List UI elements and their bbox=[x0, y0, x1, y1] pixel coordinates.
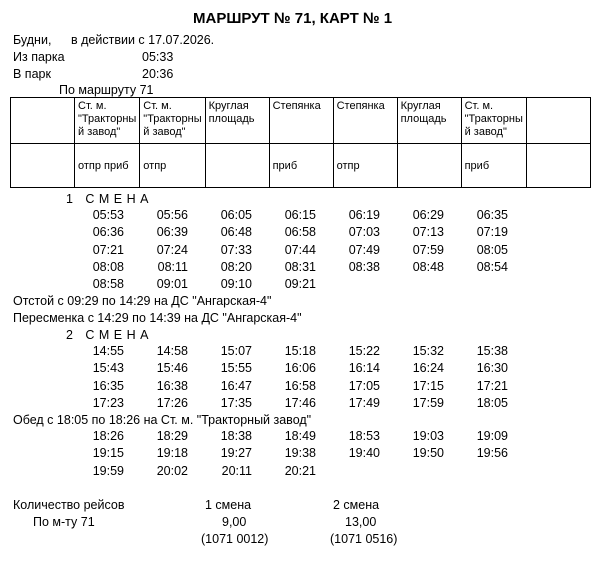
time-cell: 07:44 bbox=[284, 242, 316, 257]
action-cell-5 bbox=[333, 144, 397, 188]
time-cell: 08:05 bbox=[476, 242, 508, 257]
time-cell: 07:03 bbox=[348, 225, 380, 240]
time-cell: 15:38 bbox=[476, 344, 508, 358]
stop-header-8 bbox=[526, 98, 590, 144]
time-cell: 06:15 bbox=[284, 208, 316, 222]
time-cell: 20:02 bbox=[156, 463, 188, 478]
time-cell: 18:38 bbox=[220, 429, 252, 443]
summary-shift-2-code: (1071 0516) bbox=[330, 532, 398, 546]
action-cell-2 bbox=[140, 144, 205, 188]
time-cell: 17:49 bbox=[348, 395, 380, 410]
from-park-label: Из парка bbox=[13, 50, 65, 64]
stops-header-table bbox=[10, 97, 591, 188]
lunch-note: Обед с 18:05 по 18:26 на Ст. м. "Тракторный завод" bbox=[13, 413, 312, 427]
time-cell: 16:30 bbox=[476, 361, 508, 376]
time-cell: 15:55 bbox=[220, 361, 252, 376]
time-cell: 17:23 bbox=[92, 395, 124, 410]
stop-header-5 bbox=[333, 98, 397, 144]
time-cell: 06:36 bbox=[92, 225, 124, 240]
time-cell: 06:05 bbox=[220, 208, 252, 222]
time-cell: 15:07 bbox=[220, 344, 252, 358]
time-cell: 18:49 bbox=[284, 429, 316, 443]
summary-shift-2-value: 13,00 bbox=[345, 515, 377, 529]
stop-name: Ст. м. "Тракторны й завод" bbox=[143, 100, 202, 138]
time-cell: 07:19 bbox=[476, 225, 508, 240]
stop-header-4 bbox=[269, 98, 333, 144]
from-park-time: 05:33 bbox=[142, 50, 174, 64]
time-cell: 17:59 bbox=[412, 395, 444, 410]
stop-header-1 bbox=[75, 98, 140, 144]
time-cell: 07:13 bbox=[412, 225, 444, 240]
stop-action: отпр приб bbox=[78, 160, 129, 172]
stop-action: приб bbox=[272, 160, 298, 172]
action-cell-1 bbox=[75, 144, 140, 188]
time-cell: 16:38 bbox=[156, 378, 188, 393]
time-cell: 17:15 bbox=[412, 378, 444, 393]
time-cell: 18:53 bbox=[348, 429, 380, 443]
stop-action bbox=[527, 144, 590, 160]
time-cell: 18:05 bbox=[476, 395, 508, 410]
time-cell: 16:06 bbox=[284, 361, 316, 376]
time-cell: 06:48 bbox=[220, 225, 252, 240]
time-cell: 19:50 bbox=[412, 446, 444, 461]
time-cell: 08:31 bbox=[284, 259, 316, 274]
time-cell: 16:58 bbox=[284, 378, 316, 393]
time-cell: 08:48 bbox=[412, 259, 444, 274]
time-cell: 06:39 bbox=[156, 225, 188, 240]
time-cell: 16:14 bbox=[348, 361, 380, 376]
action-cell-6 bbox=[397, 144, 461, 188]
stop-action: отпр bbox=[336, 160, 360, 172]
time-cell: 15:22 bbox=[348, 344, 380, 358]
stop-action bbox=[206, 144, 269, 160]
time-cell: 19:27 bbox=[220, 446, 252, 461]
to-park-label: В парк bbox=[13, 67, 51, 81]
to-park-time: 20:36 bbox=[142, 67, 174, 81]
stop-action bbox=[398, 144, 461, 160]
time-cell: 17:35 bbox=[220, 395, 252, 410]
time-cell: 05:53 bbox=[92, 208, 124, 222]
summary-route-label: По м-ту 71 bbox=[33, 515, 95, 529]
action-cell-7 bbox=[461, 144, 526, 188]
time-cell: 08:11 bbox=[157, 259, 188, 274]
time-cell: 07:21 bbox=[92, 242, 124, 257]
time-cell: 06:19 bbox=[348, 208, 380, 222]
time-cell: 06:35 bbox=[476, 208, 508, 222]
time-cell: 07:33 bbox=[220, 242, 252, 257]
time-cell: 17:05 bbox=[348, 378, 380, 393]
stop-header-2 bbox=[140, 98, 205, 144]
stop-name: Ст. м. "Тракторны й завод" bbox=[464, 100, 523, 138]
stop-header-6 bbox=[397, 98, 461, 144]
time-cell: 15:46 bbox=[156, 361, 188, 376]
time-cell: 15:18 bbox=[284, 344, 316, 358]
header-corner-cell bbox=[11, 98, 75, 144]
time-cell: 20:21 bbox=[284, 463, 316, 478]
time-cell: 16:24 bbox=[412, 361, 444, 376]
time-cell: 18:26 bbox=[92, 429, 124, 443]
time-cell: 07:59 bbox=[412, 242, 444, 257]
trips-count-label: Количество рейсов bbox=[13, 498, 125, 512]
page-title: МАРШРУТ № 71, КАРТ № 1 bbox=[193, 10, 393, 27]
summary-shift-1-code: (1071 0012) bbox=[201, 532, 269, 546]
time-cell: 08:54 bbox=[476, 259, 508, 274]
shift-change-note: Пересменка с 14:29 по 14:39 на ДС "Ангарская-4" bbox=[13, 311, 302, 325]
shift-1-label: 1 С М Е Н А bbox=[66, 192, 149, 206]
time-cell: 14:55 bbox=[92, 344, 124, 358]
action-corner-cell bbox=[11, 144, 75, 188]
layover-note: Отстой с 09:29 по 14:29 на ДС "Ангарская-4" bbox=[13, 294, 272, 308]
stop-action: приб bbox=[464, 160, 490, 172]
time-cell: 17:21 bbox=[476, 378, 508, 393]
time-cell: 06:58 bbox=[284, 225, 316, 240]
stop-name: Круглая площадь bbox=[400, 100, 447, 125]
route-label: По маршруту 71 bbox=[59, 83, 154, 97]
summary-shift-1-value: 9,00 bbox=[222, 515, 247, 529]
time-cell: 15:43 bbox=[92, 361, 124, 376]
time-cell: 09:10 bbox=[220, 277, 252, 292]
time-cell: 19:40 bbox=[348, 446, 380, 461]
time-cell: 16:47 bbox=[220, 378, 252, 393]
time-cell: 19:59 bbox=[92, 463, 124, 478]
time-cell: 07:49 bbox=[348, 242, 380, 257]
time-cell: 19:03 bbox=[412, 429, 444, 443]
time-cell: 19:09 bbox=[476, 429, 508, 443]
stop-action: отпр bbox=[143, 160, 167, 172]
time-cell: 08:58 bbox=[92, 277, 124, 292]
stop-header-3 bbox=[205, 98, 269, 144]
time-cell: 08:20 bbox=[220, 259, 252, 274]
time-cell: 08:38 bbox=[348, 259, 380, 274]
shift-2-label: 2 С М Е Н А bbox=[66, 328, 149, 342]
time-cell: 19:56 bbox=[476, 446, 508, 461]
action-cell-3 bbox=[205, 144, 269, 188]
time-cell: 08:08 bbox=[92, 259, 124, 274]
time-cell: 07:24 bbox=[156, 242, 188, 257]
effective-date: в действии с 17.07.2026. bbox=[71, 33, 215, 47]
action-cell-8 bbox=[526, 144, 590, 188]
stop-name: Степянка bbox=[272, 100, 321, 112]
time-cell: 17:46 bbox=[284, 395, 316, 410]
stop-header-7 bbox=[461, 98, 526, 144]
action-cell-4 bbox=[269, 144, 333, 188]
summary-shift-2-header: 2 смена bbox=[333, 498, 380, 512]
time-cell: 09:01 bbox=[156, 277, 188, 292]
time-cell: 20:11 bbox=[221, 463, 252, 478]
time-cell: 16:35 bbox=[92, 378, 124, 393]
time-cell: 05:56 bbox=[156, 208, 188, 222]
summary-shift-1-header: 1 смена bbox=[205, 498, 252, 512]
time-cell: 19:18 bbox=[156, 446, 188, 461]
time-cell: 06:29 bbox=[412, 208, 444, 222]
stop-name bbox=[527, 98, 590, 102]
days-label: Будни, bbox=[13, 33, 52, 47]
time-cell: 19:15 bbox=[92, 446, 124, 461]
time-cell: 17:26 bbox=[156, 395, 188, 410]
stop-name: Степянка bbox=[336, 100, 385, 112]
time-cell: 15:32 bbox=[412, 344, 444, 358]
time-cell: 18:29 bbox=[156, 429, 188, 443]
time-cell: 09:21 bbox=[284, 277, 316, 292]
time-cell: 19:38 bbox=[284, 446, 316, 461]
time-cell: 14:58 bbox=[156, 344, 188, 358]
stop-name: Ст. м. "Тракторны й завод" bbox=[78, 100, 137, 138]
stop-name: Круглая площадь bbox=[208, 100, 255, 125]
